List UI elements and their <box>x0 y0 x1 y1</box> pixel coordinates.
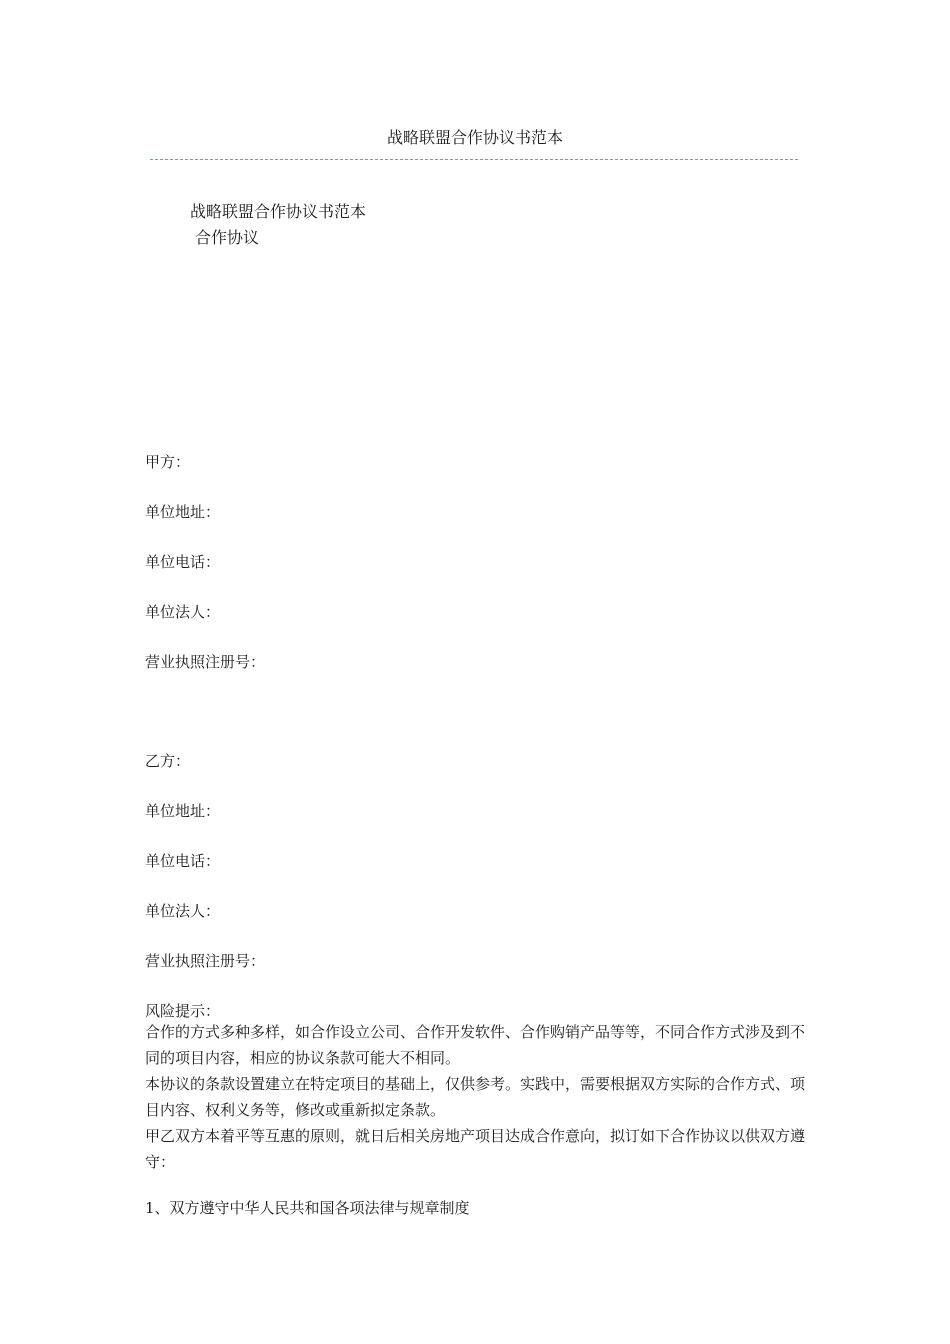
party-b-license: 营业执照注册号： <box>145 952 266 970</box>
party-a-legal-rep: 单位法人： <box>145 603 221 621</box>
party-a-phone: 单位电话： <box>145 553 221 571</box>
party-b-legal-rep: 单位法人： <box>145 902 221 920</box>
document-subtitle: 战略联盟合作协议书范本 <box>190 202 367 221</box>
party-a-address: 单位地址： <box>145 503 221 521</box>
risk-title: 风险提示： <box>145 1002 221 1020</box>
title-divider <box>150 159 798 160</box>
risk-paragraph: 合作的方式多种多样，如合作设立公司、合作开发软件、合作购销产品等等，不同合作方式涉及到不同的项目内容，相应的协议条款可能大不相同。 <box>145 1023 806 1067</box>
party-b-phone: 单位电话： <box>145 852 221 870</box>
preamble-paragraph: 甲乙双方本着平等互惠的原则，就日后相关房地产项目达成合作意向，拟订如下合作协议以供双方遵守： <box>145 1127 806 1171</box>
party-b-address: 单位地址： <box>145 802 221 820</box>
party-a-label: 甲方： <box>145 453 191 471</box>
party-b-label: 乙方： <box>145 752 191 770</box>
party-a-license: 营业执照注册号： <box>145 653 266 671</box>
page-title: 战略联盟合作协议书范本 <box>386 128 563 147</box>
risk-body <box>145 1019 807 1175</box>
risk-paragraph: 本协议的条款设置建立在特定项目的基础上，仅供参考。实践中，需要根据双方实际的合作方式、项目内容、权利义务等，修改或重新拟定条款。 <box>145 1075 806 1119</box>
clause-item: 1、双方遵守中华人民共和国各项法律与规章制度 <box>145 1199 470 1217</box>
document-subheading: 合作协议 <box>195 228 260 247</box>
